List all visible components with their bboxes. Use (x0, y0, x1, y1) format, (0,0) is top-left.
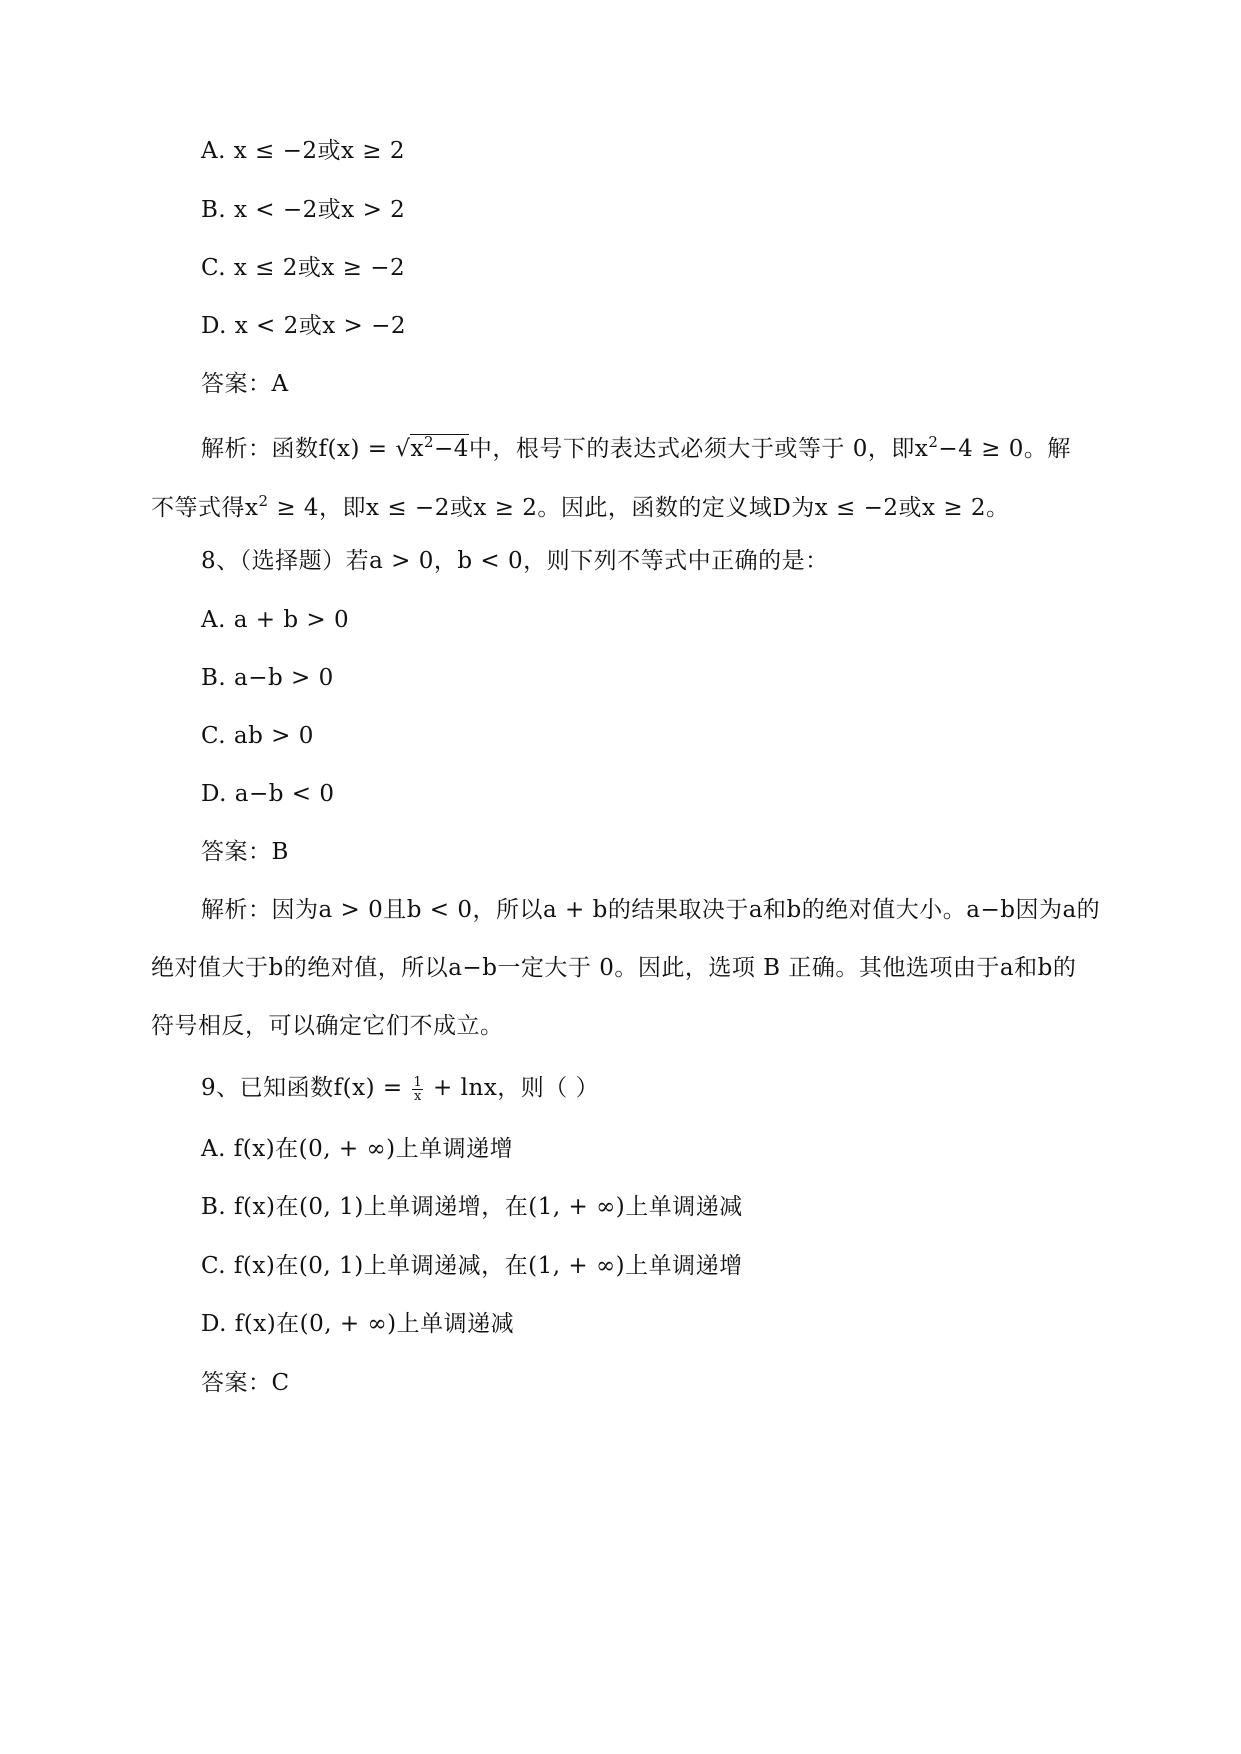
q7-radicand-exp: 2 (423, 433, 435, 451)
q9-stem-suffix: + lnx，则（ ） (425, 1075, 600, 1101)
q7-answer: 答案：A (201, 371, 289, 397)
q9-option-c: C. f(x)在(0, 1)上单调递减，在(1, + ∞)上单调递增 (201, 1253, 743, 1279)
q9-fraction (412, 1076, 423, 1103)
q8-option-b: B. a−b > 0 (201, 665, 334, 691)
q7-option-b: B. x < −2或x > 2 (201, 197, 406, 223)
q9-option-d: D. f(x)在(0, + ∞)上单调递减 (201, 1311, 515, 1337)
q8-analysis-line3: 符号相反，可以确定它们不成立。 (151, 1013, 504, 1039)
q7-option-a: A. x ≤ −2或x ≥ 2 (201, 138, 405, 164)
q7-analysis-line2 (151, 486, 1010, 523)
q8-option-a: A. a + b > 0 (201, 607, 350, 633)
q9-fraction-denominator: x (413, 1088, 422, 1104)
q7-analysis-line2-exp: 2 (258, 492, 269, 510)
q8-option-c: C. ab > 0 (201, 723, 314, 749)
q9-option-b: B. f(x)在(0, 1)上单调递增，在(1, + ∞)上单调递减 (201, 1194, 743, 1220)
q9-stem-prefix: 9、已知函数f(x) = (201, 1075, 411, 1101)
q7-option-d: D. x < 2或x > −2 (201, 313, 407, 339)
q7-analysis-middle-exp: 2 (928, 433, 939, 451)
q8-option-d: D. a−b < 0 (201, 781, 335, 807)
q7-radicand-base: x (410, 436, 424, 462)
q7-radicand-rest: −4 (434, 436, 469, 462)
q7-analysis-middle-end: −4 ≥ 0。解 (938, 436, 1071, 462)
q9-fraction-numerator: 1 (413, 1074, 423, 1090)
q7-analysis-line2-end: ≥ 4，即x ≤ −2或x ≥ 2。因此，函数的定义域D为x ≤ −2或x ≥ 2。 (268, 495, 1010, 521)
q7-analysis-line1 (201, 427, 1071, 464)
q9-option-a: A. f(x)在(0, + ∞)上单调递增 (201, 1136, 514, 1162)
q7-analysis-radicand (410, 434, 468, 462)
q8-analysis-line2: 绝对值大于b的绝对值，所以a−b一定大于 0。因此，选项 B 正确。其他选项由于a和b的 (151, 955, 1077, 981)
q8-analysis-line1: 解析：因为a > 0且b < 0，所以a + b的结果取决于a和b的绝对值大小。a−b因为a的 (201, 897, 1101, 923)
q8-stem: 8、（选择题）若a > 0，b < 0，则下列不等式中正确的是： (201, 548, 829, 574)
q7-analysis-middle: 中，根号下的表达式必须大于或等于 0，即x (468, 436, 929, 462)
q7-analysis-prefix: 解析：函数f(x) = √ (201, 436, 411, 462)
q9-answer: 答案：C (201, 1370, 290, 1396)
q7-analysis-line2-start: 不等式得x (151, 495, 259, 521)
q8-answer: 答案：B (201, 839, 289, 865)
q7-option-c: C. x ≤ 2或x ≥ −2 (201, 255, 406, 281)
q9-stem (201, 1073, 599, 1103)
